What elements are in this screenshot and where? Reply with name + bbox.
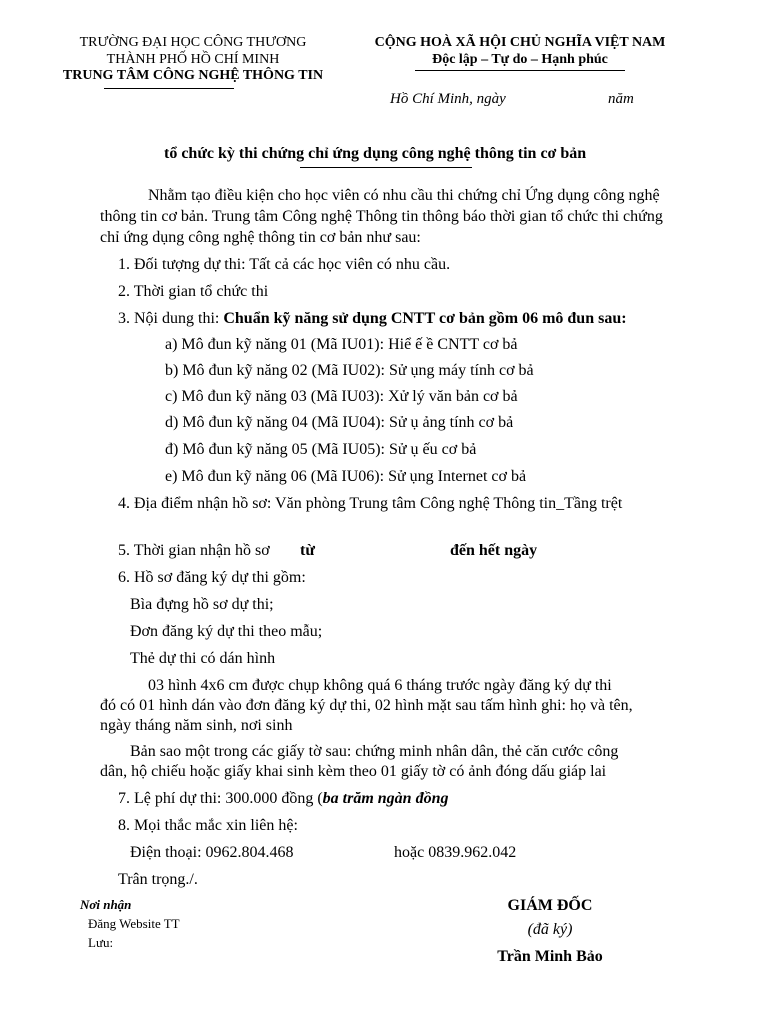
signer-title: GIÁM ĐỐC: [507, 897, 593, 914]
module-c: c) Mô đun kỹ năng 03 (Mã IU03): Xử lý văn bản cơ bả: [165, 388, 518, 405]
copies-line-2: dân, hộ chiếu hoặc giấy khai sinh kèm theo 01 giấy tờ có ảnh đóng dấu giáp lai: [100, 763, 607, 780]
school-name: TRƯỜNG ĐẠI HỌC CÔNG THƯƠNG: [79, 35, 307, 50]
item-3-prefix: 3. Nội dung thi:: [118, 310, 224, 327]
doc-form: Đơn đăng ký dự thi theo mẫu;: [130, 623, 323, 640]
title-rule: [300, 167, 472, 168]
recipients-heading: Nơi nhận: [80, 897, 132, 912]
header-right-rule: [415, 70, 625, 71]
intro-line-3: chỉ ứng dụng công nghệ thông tin cơ bản như sau:: [100, 229, 421, 246]
intro-line-1: Nhằm tạo điều kiện cho học viên có nhu cầu thi chứng chỉ Ứng dụng công nghệ: [148, 187, 660, 204]
fee-amount: 7. Lệ phí dự thi: 300.000 đồng (: [118, 790, 323, 807]
nation-name: CỘNG HOÀ XÃ HỘI CHỦ NGHĨA VIỆT NAM: [374, 35, 666, 50]
city-name: THÀNH PHỐ HỒ CHÍ MINH: [106, 52, 280, 67]
intro-line-2: thông tin cơ bản. Trung tâm Công nghệ Thông tin thông báo thời gian tổ chức thi chứng: [100, 208, 663, 225]
closing: Trân trọng./.: [118, 871, 198, 888]
phone-alternate: hoặc 0839.962.042: [394, 844, 517, 861]
copies-line-1: Bản sao một trong các giấy tờ sau: chứng minh nhân dân, thẻ căn cước công: [130, 743, 619, 760]
module-e: e) Mô đun kỹ năng 06 (Mã IU06): Sử ụng Internet cơ bả: [165, 468, 527, 485]
doc-cover: Bìa đựng hồ sơ dự thi;: [130, 596, 274, 613]
module-dd: đ) Mô đun kỹ năng 05 (Mã IU05): Sử ụ ếu cơ bả: [165, 441, 477, 458]
item-1: 1. Đối tượng dự thi: Tất cả các học viên có nhu cầu.: [118, 256, 451, 273]
recipient-website: Đăng Website TT: [88, 916, 180, 931]
item-3-bold: Chuẩn kỹ năng sử dụng CNTT cơ bản gồm 06 mô đun sau:: [223, 310, 627, 327]
item-3: [118, 311, 627, 327]
doc-card: Thẻ dự thi có dán hình: [130, 650, 276, 667]
center-name: TRUNG TÂM CÔNG NGHỆ THÔNG TIN: [62, 68, 324, 83]
item-5-to: đến hết ngày: [450, 542, 538, 559]
phone-primary: Điện thoại: 0962.804.468: [130, 844, 294, 861]
item-5-from: từ: [300, 542, 315, 559]
photos-line-1: 03 hình 4x6 cm được chụp không quá 6 tháng trước ngày đăng ký dự thi: [148, 677, 612, 694]
document-title: tổ chức kỳ thi chứng chỉ ứng dụng công nghệ thông tin cơ bản: [164, 145, 587, 162]
photos-line-3: ngày tháng năm sinh, nơi sinh: [100, 717, 293, 734]
module-b: b) Mô đun kỹ năng 02 (Mã IU02): Sử ụng máy tính cơ bả: [165, 362, 534, 379]
photos-line-2: đó có 01 hình dán vào đơn đăng ký dự thi, 02 hình mặt sau tấm hình ghi: họ và tên,: [100, 697, 633, 714]
header-left-rule: [104, 88, 234, 89]
item-5: 5. Thời gian nhận hồ sơ: [118, 542, 270, 559]
module-d: d) Mô đun kỹ năng 04 (Mã IU04): Sử ụ ảng tính cơ bả: [165, 414, 514, 431]
signer-name: Trần Minh Bảo: [497, 948, 603, 965]
date-place: Hồ Chí Minh, ngày: [390, 91, 506, 107]
motto: Độc lập – Tự do – Hạnh phúc: [432, 52, 608, 67]
item-7: [118, 791, 448, 807]
recipient-archive: Lưu:: [88, 935, 114, 950]
item-8: 8. Mọi thắc mắc xin liên hệ:: [118, 817, 298, 834]
signed-status: (đã ký): [527, 921, 573, 938]
fee-words: ba trăm ngàn đồng: [322, 790, 449, 807]
date-year: năm: [608, 91, 634, 107]
item-6: 6. Hồ sơ đăng ký dự thi gồm:: [118, 569, 306, 586]
item-2: 2. Thời gian tổ chức thi: [118, 283, 269, 300]
module-a: a) Mô đun kỹ năng 01 (Mã IU01): Hiể ế ề CNTT cơ bả: [165, 336, 518, 353]
item-4: 4. Địa điểm nhận hồ sơ: Văn phòng Trung tâm Công nghệ Thông tin_Tầng trệt: [118, 495, 623, 512]
